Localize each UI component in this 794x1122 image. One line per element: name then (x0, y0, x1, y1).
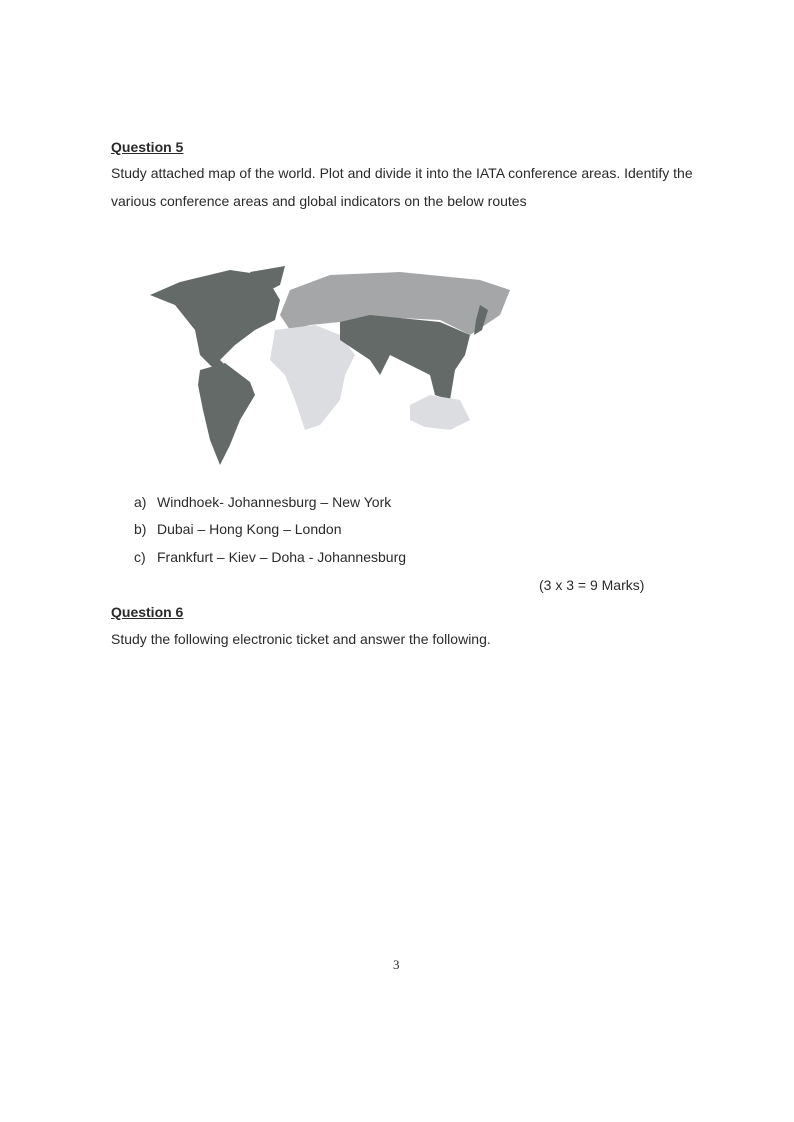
australia (410, 395, 470, 430)
route-a-text: Windhoek- Johannesburg – New York (157, 494, 392, 510)
area-1-americas (150, 266, 285, 465)
marks-allocation: (3 x 3 = 9 Marks) (539, 577, 645, 593)
route-a-letter: a) (134, 494, 147, 510)
world-map-iata-areas (140, 260, 580, 470)
route-b-text: Dubai – Hong Kong – London (157, 521, 342, 537)
question-5-heading: Question 5 (111, 139, 184, 155)
south-america (198, 363, 255, 465)
route-c-letter: c) (134, 549, 146, 565)
question-5-text-line-1: Study attached map of the world. Plot and divide it into the IATA conference areas. Identify the (111, 165, 693, 181)
question-5-text-line-2: various conference areas and global indicators on the below routes (111, 193, 527, 209)
asia (340, 315, 470, 400)
question-6-heading: Question 6 (111, 604, 184, 620)
question-6-text-line-1: Study the following electronic ticket and answer the following. (111, 631, 491, 647)
route-b-letter: b) (134, 521, 147, 537)
route-c-text: Frankfurt – Kiev – Doha - Johannesburg (157, 549, 407, 565)
page-number: 3 (393, 957, 400, 972)
